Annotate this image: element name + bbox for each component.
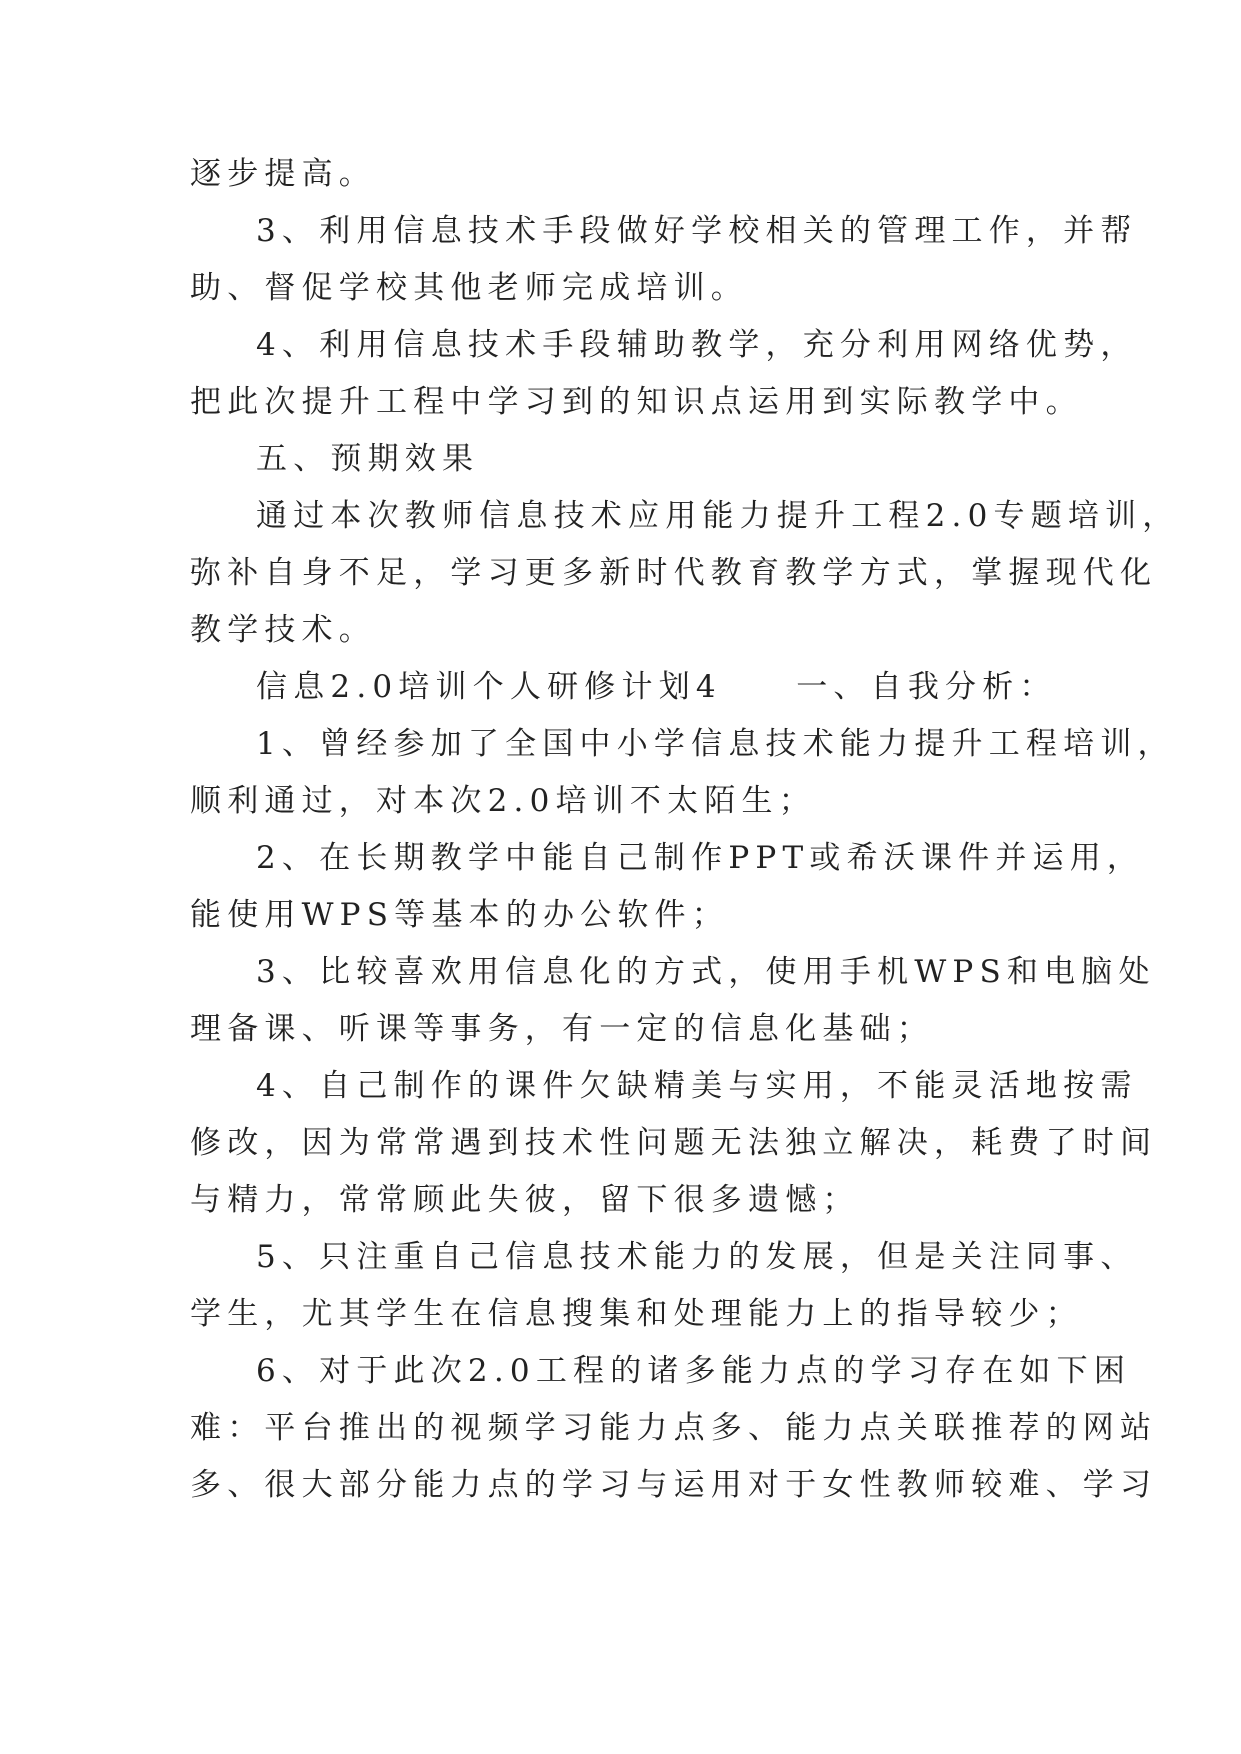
text-line: 逐步提高。 [190, 156, 376, 192]
text-line: 与精力，常常顾此失彼，留下很多遗憾； [190, 1182, 860, 1218]
text-line: 3、比较喜欢用信息化的方式，使用手机WPS和电脑处 [256, 954, 1156, 990]
text-line: 能使用WPS等基本的办公软件； [190, 897, 729, 933]
text-line: 顺利通过，对本次2.0培训不太陌生； [190, 783, 816, 819]
text-line: 修改，因为常常遇到技术性问题无法独立解决，耗费了时间 [190, 1125, 1158, 1161]
text-line: 4、利用信息技术手段辅助教学，充分利用网络优势， [256, 327, 1138, 363]
text-line: 教学技术。 [190, 612, 376, 648]
text-line: 6、对于此次2.0工程的诸多能力点的学习存在如下困 [256, 1353, 1132, 1389]
text-line: 通过本次教师信息技术应用能力提升工程2.0专题培训， [256, 498, 1180, 534]
text-line: 5、只注重自己信息技术能力的发展，但是关注同事、 [256, 1239, 1138, 1275]
text-line: 2、在长期教学中能自己制作PPT或希沃课件并运用， [256, 840, 1145, 876]
text-line: 弥补自身不足，学习更多新时代教育教学方式，掌握现代化 [190, 555, 1158, 591]
text-line: 多、很大部分能力点的学习与运用对于女性教师较难、学习 [190, 1467, 1158, 1503]
text-line: 难：平台推出的视频学习能力点多、能力点关联推荐的网站 [190, 1410, 1158, 1446]
section-heading: 信息2.0培训个人研修计划4 一、自我分析： [256, 669, 1057, 705]
text-line: 把此次提升工程中学习到的知识点运用到实际教学中。 [190, 384, 1083, 420]
text-line: 4、自己制作的课件欠缺精美与实用，不能灵活地按需 [256, 1068, 1138, 1104]
text-line: 理备课、听课等事务，有一定的信息化基础； [190, 1011, 934, 1047]
section-heading: 五、预期效果 [256, 441, 480, 477]
text-line: 1、曾经参加了全国中小学信息技术能力提升工程培训， [256, 726, 1175, 762]
text-line: 3、利用信息技术手段做好学校相关的管理工作，并帮 [256, 213, 1138, 249]
text-line: 学生，尤其学生在信息搜集和处理能力上的指导较少； [190, 1296, 1083, 1332]
document-body [190, 155, 1180, 1523]
text-line: 助、督促学校其他老师完成培训。 [190, 270, 748, 306]
